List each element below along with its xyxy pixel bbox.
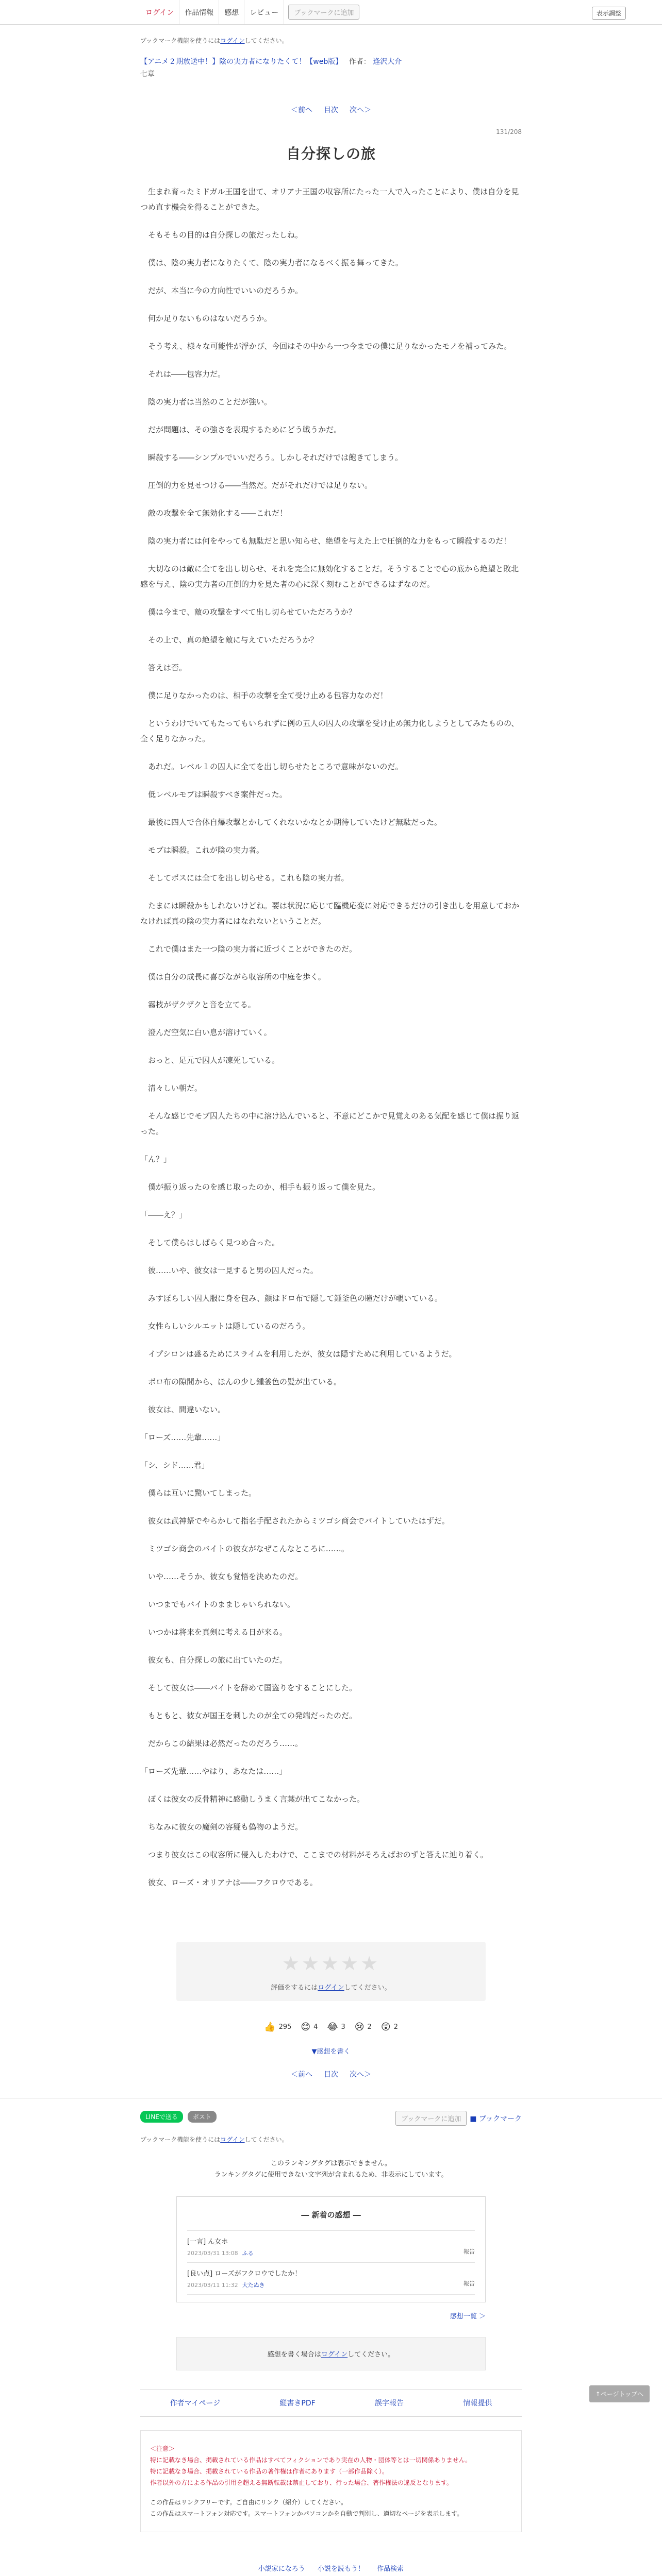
body-paragraph: ボロ布の隙間から、ほんの少し鍾釜色の髪が出ている。: [140, 1377, 342, 1386]
surprise-icon: 😲: [380, 2022, 391, 2032]
body-paragraph: 彼女は、間違いない。: [140, 1405, 226, 1414]
reactions-bar: [140, 2022, 522, 2032]
body-paragraph: 陰の実力者には何をやっても無駄だと思い知らせ、絶望を与えた上で圧倒的な力をもって瞬殺するのだ！: [140, 536, 511, 546]
line-share-button[interactable]: LINEで送る: [140, 2111, 183, 2123]
review-user-link[interactable]: 大たぬき: [242, 2282, 265, 2289]
body-paragraph: 答えは否。: [140, 663, 187, 672]
write-review-link[interactable]: ▼感想を書く: [311, 2048, 351, 2056]
typo-report-link[interactable]: 誤字報告: [375, 2399, 404, 2408]
smile-icon: 😊: [301, 2022, 311, 2032]
prev-link[interactable]: ＜前へ: [291, 106, 312, 114]
body-paragraph: おっと、足元で囚人が凍死している。: [140, 1056, 280, 1065]
nav-impressions[interactable]: 感想: [219, 0, 244, 24]
next-link[interactable]: 次へ＞: [350, 106, 371, 114]
body-paragraph: ちなみに彼女の魔剣の容疑も偽物のようだ。: [140, 1822, 303, 1832]
episode-title: 自分探しの旅: [286, 145, 376, 162]
next-link-bottom[interactable]: 次へ＞: [350, 2071, 371, 2079]
episode-count: 131/208: [496, 128, 522, 135]
review-item: [187, 2230, 475, 2262]
body-paragraph: いつまでもバイトのままじゃいられない。: [140, 1600, 295, 1609]
bookmark-login-notice-bottom: ブックマーク機能を使うにはログインしてください。: [140, 2136, 288, 2143]
body-paragraph: 敵の攻撃を全て無効化する――これだ！: [140, 509, 288, 518]
body-paragraph: 「――え？」: [140, 1210, 187, 1219]
body-paragraph: 「シ、シド……君」: [140, 1461, 209, 1470]
reaction-count: 4: [313, 2023, 318, 2031]
review-report-button[interactable]: 報告: [464, 2280, 475, 2287]
body-paragraph: 瞬殺する――シンプルでいいだろう。しかしそれだけでは飽きてしまう。: [140, 453, 403, 462]
nav-login[interactable]: ログイン: [140, 0, 179, 24]
body-paragraph: 彼……いや、彼女は一見すると男の囚人だった。: [140, 1266, 318, 1275]
body-paragraph: 大切なのは敵に全てを出し切らせ、それを完全に無効化することだ。そうすることで心の底から絶望と敗北感を与え、陰の実力者の圧倒的力を見た者の心に深く刻むことができるはずなのだ。: [140, 564, 519, 589]
body-paragraph: 清々しい朝だ。: [140, 1083, 203, 1093]
body-paragraph: 彼女、ローズ・オリアナは――フクロウである。: [140, 1878, 318, 1887]
main-content: [140, 36, 522, 2079]
review-meta: [187, 2281, 475, 2289]
body-paragraph: それは――包容力だ。: [140, 369, 226, 379]
pager-bottom: [140, 2069, 522, 2079]
body-paragraph: 彼女も、自分探しの旅に出ていたのだ。: [140, 1655, 288, 1665]
review-report-button[interactable]: 報告: [464, 2248, 475, 2255]
body-paragraph: そして僕らはしばらく見つめ合った。: [140, 1238, 280, 1247]
body-paragraph: 女性らしいシルエットは隠しているのだろう。: [140, 1321, 310, 1331]
x-share-button[interactable]: ポスト: [188, 2111, 217, 2123]
caution-line: 特に記載なき場合、掲載されている作品はすべてフィクションであり実在の人物・団体等とは一切関係ありません。: [150, 2456, 472, 2464]
reaction-button[interactable]: [355, 2022, 372, 2032]
body-paragraph: そんな感じでモブ囚人たちの中に溶け込んでいると、不意にどこかで見覚えのある気配を感じて僕は振り返った。: [140, 1111, 520, 1136]
bookmark-login-notice: ブックマーク機能を使うにはログインしてください。: [140, 37, 288, 44]
bookmark-button[interactable]: ■ ブックマーク: [470, 2114, 522, 2123]
body-paragraph: だからこの結果は必然だったのだろう……。: [140, 1739, 303, 1748]
caution-line: 作者以外の方による作品の引用を超える無断転載は禁止しており、行った場合、著作権法の違反となります。: [150, 2479, 453, 2486]
laugh-icon: 😂: [327, 2022, 338, 2032]
body-paragraph: 最後に四人で合体自爆攻撃とかしてくれないかなとか期待していたけど無駄だった。: [140, 818, 442, 827]
author-link[interactable]: 逢沢大介: [373, 58, 402, 66]
review-meta: [187, 2249, 475, 2257]
author-label: 作者：: [349, 58, 371, 66]
body-paragraph: いつかは将来を真剣に考える日が来る。: [140, 1628, 288, 1637]
review-title[interactable]: [良い点] ローズがフクロウでしたか！: [187, 2270, 302, 2278]
body-paragraph: そして彼女は――バイトを辞めて国盗りをすることにした。: [140, 1683, 357, 1692]
body-paragraph: 僕は、陰の実力者になりたくて、陰の実力者になるべく振る舞ってきた。: [140, 258, 403, 267]
vertical-pdf-link[interactable]: 縦書きPDF: [279, 2399, 316, 2408]
sad-icon: 😢: [354, 2022, 365, 2032]
reaction-count: 295: [278, 2023, 292, 2031]
bookmark-buttons: [395, 2111, 522, 2126]
reaction-count: 2: [393, 2023, 398, 2031]
toc-link[interactable]: 目次: [324, 106, 338, 114]
body-paragraph: 僕は自分の成長に喜びながら収容所の中庭を歩く。: [140, 972, 326, 981]
body-paragraph: 僕が振り返ったのを感じ取ったのか、相手も振り返って僕を見た。: [140, 1182, 380, 1192]
body-paragraph: 生まれ育ったミドガル王国を出て、オリアナ王国の収容所にたった一人で入ったことにより、僕は自分を見つめ直す機会を得ることができた。: [140, 187, 519, 212]
body-paragraph: そう考え、様々な可能性が浮かび、今回はその中から一つ今までの僕に足りなかったモノを補ってみた。: [140, 342, 512, 351]
body-paragraph: いや……そうか、彼女も覚悟を決めたのだ。: [140, 1572, 303, 1581]
body-paragraph: イプシロンは盛るためにスライムを利用したが、彼女は隠すために利用しているようだ。: [140, 1349, 457, 1359]
caution-line: 特に記載なき場合、掲載されている作品の著作権は作者にあります（一部作品除く）。: [150, 2468, 389, 2475]
display-settings-button[interactable]: 表示調整: [592, 7, 626, 20]
body-paragraph: みすぼらしい囚人服に身を包み、顔はドロ布で隠して鍾釜色の瞳だけが覗いている。: [140, 1294, 442, 1303]
body-paragraph: 僕は今まで、敵の攻撃をすべて出し切らせていただろうか？: [140, 607, 356, 617]
top-bar: [0, 0, 662, 25]
body-paragraph: 圧倒的力を見せつける――当然だ。だがそれだけでは足りない。: [140, 481, 373, 490]
link-free-note: この作品はリンクフリーです。ご自由にリンク（紹介）してください。: [150, 2499, 347, 2506]
body-paragraph: 彼女は武神祭でやらかして指名手配されたからミツゴシ商会でバイトしていたはずだ。: [140, 1516, 450, 1526]
rating-login-notice: 評価をするにはログインしてください。: [271, 1984, 391, 1992]
review-date: 2023/03/31 13:08: [187, 2250, 238, 2257]
body-paragraph: もともと、彼女が国王を刺したのが全ての発端だったのだ。: [140, 1711, 357, 1720]
body-paragraph: あれだ。レベル１の囚人に全てを出し切らせたところで意味がないのだ。: [140, 762, 403, 771]
review-title[interactable]: [一言] ん女ホ: [187, 2238, 228, 2246]
body-paragraph: 陰の実力者は当然のことだが強い。: [140, 397, 272, 406]
smartphone-note: この作品はスマートフォン対応です。スマートフォンかパソコンかを自動で判別し、適切なページを表示します。: [150, 2510, 464, 2517]
novel-body: [140, 184, 522, 1890]
body-paragraph: 何か足りないものはないだろうか。: [140, 314, 272, 323]
body-paragraph: 低レベルモブは瞬殺すべき案件だった。: [140, 790, 287, 799]
narou-link[interactable]: 小説家になろう: [258, 2565, 305, 2573]
nav-work-info[interactable]: 作品情報: [179, 0, 219, 24]
body-paragraph: 「ん？」: [140, 1155, 172, 1164]
body-paragraph: というわけでいてもたってもいられずに例の五人の囚人の攻撃を受け止め無力化しようとしてみたものの、全く足りなかった。: [140, 719, 519, 743]
reaction-button[interactable]: [381, 2022, 398, 2032]
footer-links: [140, 2389, 522, 2417]
body-paragraph: ぼくは彼女の反骨精神に感動しうまく言葉が出てこなかった。: [140, 1794, 365, 1804]
body-paragraph: 僕らは互いに驚いてしまった。: [140, 1488, 257, 1498]
body-paragraph: ミツゴシ商会のバイトの彼女がなぜこんなところに……。: [140, 1544, 349, 1553]
reviews-box: [176, 2196, 486, 2302]
body-paragraph: 澄んだ空気に白い息が溶けていく。: [140, 1028, 272, 1037]
login-link[interactable]: ログイン: [220, 37, 245, 44]
ranking-note: このランキングタグは表示できません。 ランキングタグに使用できない文字列が含まれるため、非表示にしています。: [214, 2160, 448, 2179]
author-mypage-link[interactable]: 作者マイページ: [170, 2399, 221, 2408]
pager-top: [140, 105, 522, 115]
body-paragraph: その上で、真の絶望を敵に与えていただろうか？: [140, 635, 318, 645]
body-paragraph: そもそもの目的は自分探しの旅だったしね。: [140, 230, 303, 240]
page-top-button[interactable]: ↑ページトップへ: [589, 2385, 650, 2402]
body-paragraph: そしてボスには全てを出し切らせる。これも陰の実力者。: [140, 873, 349, 883]
review-user-link[interactable]: ふる: [242, 2250, 254, 2257]
reviews-title: ― 新着の感想 ―: [301, 2210, 361, 2219]
caution-box: [140, 2430, 522, 2532]
reaction-button[interactable]: [264, 2022, 291, 2032]
review-item: [187, 2262, 475, 2295]
body-paragraph: モブは瞬殺。これが陰の実力者。: [140, 845, 264, 855]
series-line: [140, 56, 522, 66]
nav-reviews[interactable]: レビュー: [244, 0, 284, 24]
bookmark-add-button-top[interactable]: ブックマークに追加: [288, 5, 359, 20]
review-list: [187, 2230, 475, 2295]
bookmark-icon: ■: [470, 2114, 477, 2123]
review-login-notice: 感想を書く場合はログインしてください。: [176, 2337, 486, 2370]
caution-title: ＜注意＞: [150, 2445, 175, 2452]
rating-login-link[interactable]: ログイン: [318, 1984, 344, 1992]
reaction-count: 2: [367, 2023, 372, 2031]
body-paragraph: だが問題は、その強さを表現するためにどう戦うかだ。: [140, 425, 342, 434]
body-paragraph: だが、本当に今の方向性でいいのだろうか。: [140, 286, 303, 295]
lower-content: [140, 2135, 522, 2181]
body-paragraph: つまり彼女はこの収容所に侵入したわけで、ここまでの材料がそろえばおのずと答えに辿り着く。: [140, 1850, 488, 1859]
body-paragraph: 「ローズ先輩……やはり、あなたは……」: [140, 1767, 287, 1776]
review-date: 2023/03/11 11:32: [187, 2282, 238, 2289]
body-paragraph: たまには瞬殺かもしれないけどね。要は状況に応じて臨機応変に対応できるだけの引き出しを用意しておかなければ真の陰の実力者にはなれないということだ。: [140, 901, 520, 926]
prev-link-bottom[interactable]: ＜前へ: [291, 2071, 312, 2079]
bookmark-add-button[interactable]: ブックマークに追加: [395, 2111, 467, 2126]
search-link[interactable]: 作品検索: [377, 2565, 404, 2573]
body-paragraph: 霧枝がザクザクと音を立てる。: [140, 1000, 256, 1009]
reaction-count: 3: [341, 2023, 345, 2031]
rating-box: [176, 1942, 486, 2001]
bottom-links: [0, 2563, 662, 2576]
chapter-title: 七章: [140, 70, 155, 78]
yomou-link[interactable]: 小説を読もう！: [317, 2565, 365, 2573]
info-provide-link[interactable]: 情報提供: [463, 2399, 492, 2408]
login-link-bottom[interactable]: ログイン: [220, 2136, 245, 2143]
reaction-button[interactable]: [327, 2022, 345, 2032]
top-nav: [140, 0, 284, 24]
thumbs-up-icon: 👍: [264, 2022, 276, 2032]
share-bar: [0, 2098, 662, 2129]
body-paragraph: これで僕はまた一つ陰の実力者に近づくことができたのだ。: [140, 944, 357, 954]
review-login-link[interactable]: ログイン: [321, 2351, 348, 2359]
body-paragraph: 「ローズ……先輩……」: [140, 1433, 225, 1442]
toc-link-bottom[interactable]: 目次: [324, 2071, 338, 2079]
body-paragraph: 僕に足りなかったのは、相手の攻撃を全て受け止める包容力なのだ！: [140, 691, 388, 700]
series-title-link[interactable]: 【アニメ２期放送中！】陰の実力者になりたくて！【web版】: [140, 58, 343, 66]
reaction-button[interactable]: [301, 2022, 318, 2032]
star-rating[interactable]: ★★★★★: [282, 1952, 380, 1975]
reviews-more-link[interactable]: 感想一覧 ＞: [450, 2313, 486, 2320]
